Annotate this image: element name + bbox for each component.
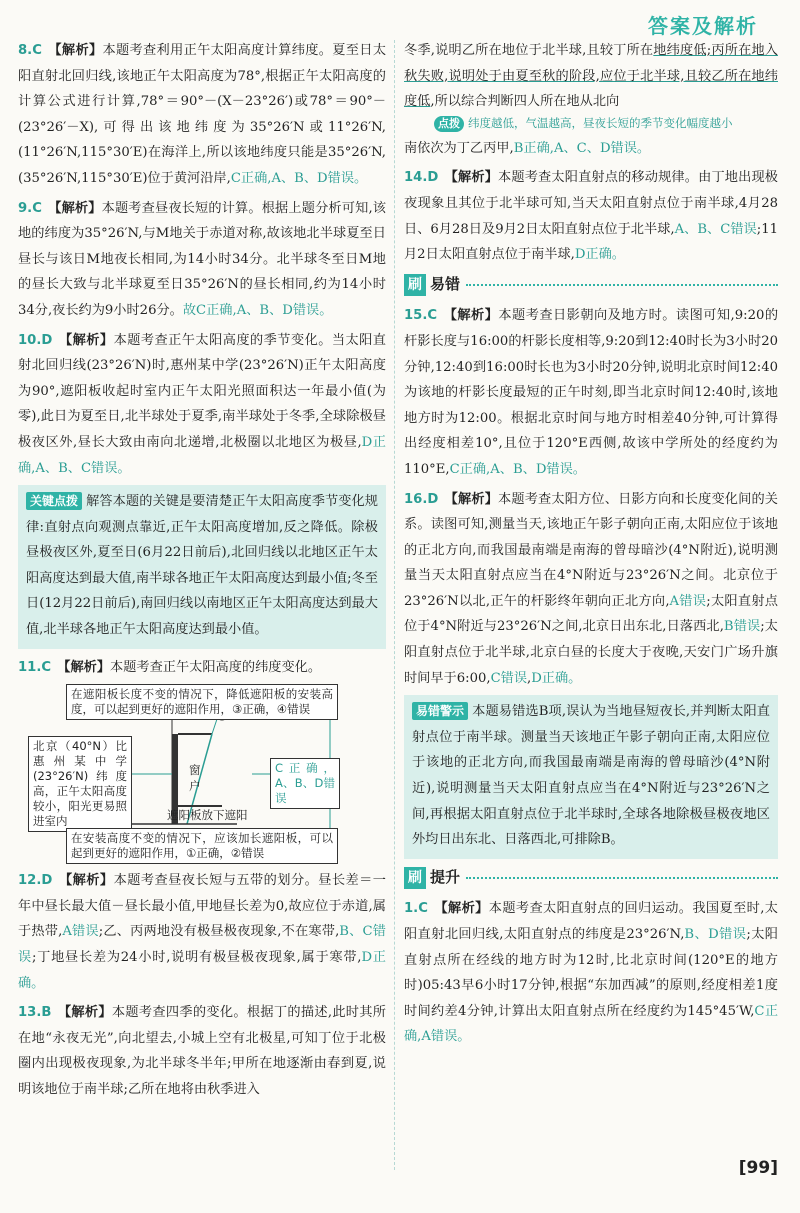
answer-13: 13.B 【解析】本题考查四季的变化。根据丁的描述,此时其所在地“永夜无光”,向北望去,小城上空有北极星,可知丁位于北极圈内出现极夜现象,为北半球冬半年;甲所在地逐渐由春到夏,说明该地位于南半球;乙所在地将由秋季进入 (18, 1005, 386, 1097)
answer-9: 9.C 【解析】本题考查昼夜长短的计算。根据上题分析可知,该地的纬度为35°26′N,与M地关于赤道对称,故该地北半球夏至日昼长与该日M地夜长相同,为14小时34分。北半球冬至日M地的昼长大致与北半球夏至日35°26′N的昼长相同,约为14小时34分,夜长约为9小时26分。故C正确,A、B、D错误。 (18, 200, 386, 318)
section-rule (466, 284, 778, 286)
answer-16: 16.D 【解析】本题考查太阳方位、日影方向和长度变化间的关系。读图可知,测量当天,该地正午影子朝向正南,太阳应位于该地的正北方向,而我国最南端是南海的曾母暗沙(4°N附近),说明测量当天太阳直射点应当在4°N附近与23°26′N之间。北京位于23°26′N以北,正午的杆影终年朝向正北方向,A错误;太阳直射点位于4°N附近与23°26′N之间,北京日出东北,日落西北,B错误;太阳直射点位于北半球,北京白昼的长度大于夜晚,天安门广场升旗时间早于6:00,C错误,D正确。 (404, 491, 778, 686)
answer-1: 1.C 【解析】本题考查太阳直射点的回归运动。我国夏至时,太阳直射北回归线,太阳直射点的纬度是23°26′N,B、D错误;太阳直射点所在经线的地方时为12时,比北京时间(120°E的地方时)05:43早6小时17分钟,根据“东加西减”的原则,经度相差1度时间约差4分钟,计算出太阳直射点所在经度约为145°45′W,C正确,A错误。 (404, 901, 779, 1045)
section-icon: 刷 (404, 867, 426, 889)
diagram-left-note: 北京（40°N）比惠州某中学(23°26′N)纬度高，正午太阳高度较小，阳光更易照进室内 (28, 736, 132, 832)
column-divider (394, 40, 395, 1170)
diagram-board-label: 遮阳板放下遮阳 (167, 808, 248, 823)
answer-11: 11.C 【解析】本题考查正午太阳高度的纬度变化。 (18, 659, 322, 675)
left-column (18, 38, 386, 1107)
warning-text: 本题易错选B项,误认为当地昼短夜长,并判断太阳直射点位于南半球。测量当天该地正午影子朝向正南,太阳应位于该地的正北方向,而我国最南端是南海的曾母暗沙(4°N附近),说明测量当天太阳直射点应当在4°N附近与23°26′N之间,再根据太阳直射点位于北半球时,全球各地除极昼极夜地区外均日出东北、日落西北,可排除B。 (412, 704, 770, 848)
warning-label: 易错警示 (412, 702, 468, 720)
right-column (404, 38, 778, 1054)
answer-14: 14.D 【解析】本题考查太阳直射点的移动规律。由丁地出现极夜现象且其位于北半球可知,当天太阳直射点位于南半球,4月28日、6月28日及9月2日太阳直射点位于北半球,A、B、C错误;11月2日太阳直射点位于南半球,D正确。 (404, 170, 778, 263)
answer-12: 12.D 【解析】本题考查昼夜长短与五带的划分。昼长差＝一年中昼长最大值－昼长最小值,甲地昼长差为0,故应位于赤道,属于热带,A错误;乙、丙两地没有极昼极夜现象,不在寒带,B、C错误;丁地昼长差为24小时,说明有极昼极夜现象,属于寒带,D正确。 (18, 873, 386, 991)
answer-8: 8.C 【解析】本题考查利用正午太阳高度计算纬度。夏至日太阳直射北回归线,该地正午太阳高度为78°,根据正午太阳高度的计算公式进行计算,78°＝90°－(X－23°26′)或78°＝90°－(23°26′－X),可得出该地纬度为35°26′N或11°26′N,(11°26′N,115°30′E)在海洋上,所以该地纬度只能是35°26′N,(35°26′N,115°30′E)位于黄河沿岸,C正确,A、B、D错误。 (18, 43, 387, 186)
warning-box (404, 695, 778, 859)
section-icon: 刷 (404, 274, 426, 296)
section-rule (466, 877, 778, 879)
diagram-window-label: 窗户 (189, 763, 201, 794)
diagram-right-note: C正确，A、B、D错误 (270, 758, 340, 809)
answer-13-continued: 冬季,说明乙所在地位于北半球,且较丁所在地纬度低;丙所在地入秋失败,说明处于由夏至秋的阶段,应位于北半球,且较乙所在地纬度低,所以综合判断四人所在地从北向 点拨 纬度越低，气温越高，昼夜长短的季节变化幅度越小 南依次为丁乙丙甲,B正确,A、C、D错误。 (404, 43, 778, 156)
tip-icon: 点拨 (434, 116, 464, 132)
answer-15: 15.C 【解析】本题考查日影朝向及地方时。读图可知,9:20的杆影长度与16:00的杆影长度相等,9:20到12:40时长为3小时20分钟,12:40到16:00时长也为3小时20分钟,说明北京时间12:40为该地的杆影长度最短的正午时刻,即当北京时间12:40时,该地地方时为12:00。根据北京时间与地方时相差40分钟,可计算得出经度相差10°,且位于120°E西侧,故该中学所处的经度约为110°E,C正确,A、B、D错误。 (404, 308, 779, 477)
diagram-top-note: 在遮阳板长度不变的情况下，降低遮阳板的安装高度，可以起到更好的遮阳作用，③正确，④错误 (66, 684, 338, 720)
key-point-label: 关键点拨 (26, 492, 82, 510)
section-error-prone (404, 272, 778, 298)
shading-diagram (22, 684, 382, 862)
key-point-text: 解答本题的关键是要清楚正午太阳高度季节变化规律:直射点向观测点靠近,正午太阳高度增加,反之降低。除极昼极夜区外,夏至日(6月22日前后),北回归线以北地区正午太阳高度达到最大值,南半球各地正午太阳高度达到最小值;冬至日(12月22日前后),南回归线以南地区正午太阳高度达到最大值,北半球各地正午太阳高度达到最小值。 (26, 494, 378, 638)
answer-10: 10.D 【解析】本题考查正午太阳高度的季节变化。当太阳直射北回归线(23°26′N)时,惠州某中学(23°26′N)正午太阳高度为90°,遮阳板收起时室内正午太阳光照面积达一年最小值(为零),此日为夏至日,北半球处于夏季,南半球处于冬季,全球除极昼极夜区外,昼长大致由南向北递增,北极圈以北地区为极昼,D正确,A、B、C错误。 (18, 332, 386, 476)
diagram-bottom-note: 在安装高度不变的情况下，应该加长遮阳板，可以起到更好的遮阳作用，①正确，②错误 (66, 828, 338, 864)
page-number: [99] (738, 1158, 778, 1178)
key-point-box (18, 485, 386, 649)
section-title: 易错 (430, 274, 461, 293)
section-improve (404, 865, 778, 891)
header-title: 答案及解析 (648, 14, 758, 38)
tip-note: 点拨 纬度越低，气温越高，昼夜长短的季节变化幅度越小 (434, 115, 778, 132)
section-title: 提升 (430, 867, 461, 886)
